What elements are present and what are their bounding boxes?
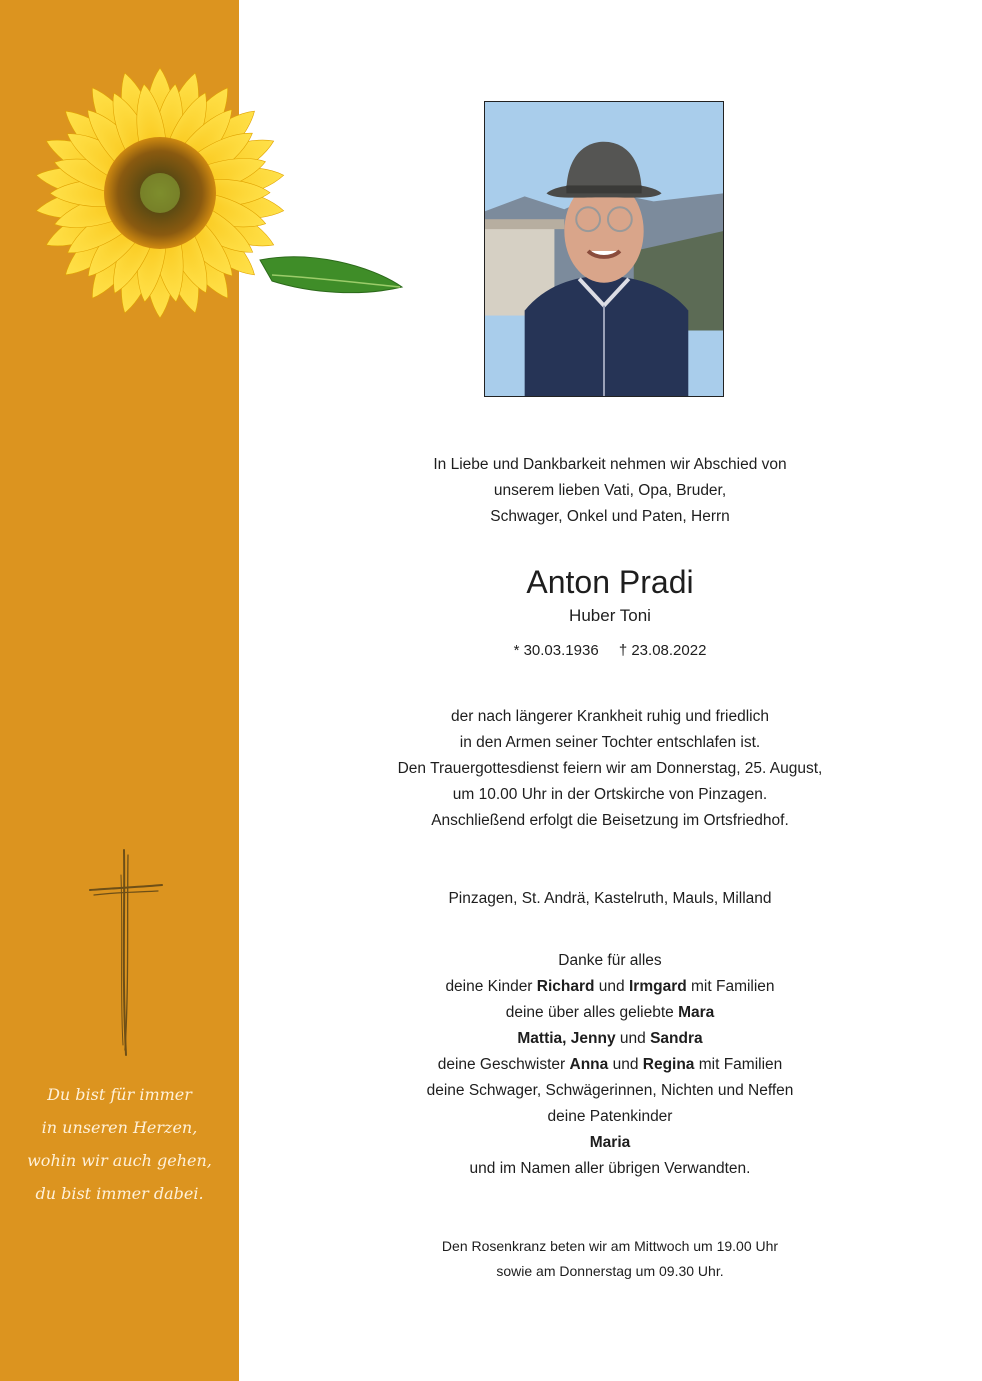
thanks-section xyxy=(340,948,880,1182)
rosary-line: Den Rosenkranz beten wir am Mittwoch um 19.00 Uhr xyxy=(441,1238,779,1254)
thanks-line: deine Geschwister Anna und Regina mit Familien xyxy=(437,1056,783,1073)
thanks-line: deine Schwager, Schwägerinnen, Nichten und Neffen xyxy=(426,1082,794,1099)
birth-date: * 30.03.1936 xyxy=(513,642,599,659)
announcement-line: in den Armen seiner Tochter entschlafen ist. xyxy=(459,734,761,751)
deceased-nickname: Huber Toni xyxy=(569,606,651,625)
announcement-text xyxy=(340,704,880,834)
portrait-photo xyxy=(484,101,724,397)
thanks-line: und im Namen aller übrigen Verwandten. xyxy=(469,1160,751,1177)
cross-icon xyxy=(80,845,170,1065)
intro-line: Schwager, Onkel und Paten, Herrn xyxy=(490,508,730,525)
announcement-line: Den Trauergottesdienst feiern wir am Donnerstag, 25. August, xyxy=(397,760,823,777)
intro-line: unserem lieben Vati, Opa, Bruder, xyxy=(493,482,727,499)
death-date: † 23.08.2022 xyxy=(618,642,707,659)
thanks-line: deine Patenkinder xyxy=(547,1108,673,1125)
sunflower-image xyxy=(10,35,410,395)
thanks-line: Danke für alles xyxy=(558,952,662,969)
thanks-line: deine über alles geliebte Mara xyxy=(505,1004,715,1021)
memorial-poem xyxy=(0,1078,239,1210)
announcement-line: der nach längerer Krankheit ruhig und friedlich xyxy=(451,708,769,725)
poem-line: wohin wir auch gehen, xyxy=(27,1151,212,1170)
poem-line: in unseren Herzen, xyxy=(41,1118,198,1137)
announcement-line: Anschließend erfolgt die Beisetzung im Ortsfriedhof. xyxy=(431,812,789,829)
deceased-name: Anton Pradi xyxy=(526,564,694,600)
rosary-info xyxy=(340,1234,880,1284)
thanks-line: Mattia, Jenny und Sandra xyxy=(517,1030,703,1047)
life-dates xyxy=(340,640,880,662)
thanks-line: Maria xyxy=(589,1134,631,1151)
intro-line: In Liebe und Dankbarkeit nehmen wir Abschied von xyxy=(433,456,787,473)
poem-line: du bist immer dabei. xyxy=(35,1184,204,1203)
thanks-line: deine Kinder Richard und Irmgard mit Familien xyxy=(445,978,775,995)
places-line: Pinzagen, St. Andrä, Kastelruth, Mauls, Milland xyxy=(448,890,772,907)
rosary-line: sowie am Donnerstag um 09.30 Uhr. xyxy=(496,1263,724,1279)
announcement-line: um 10.00 Uhr in der Ortskirche von Pinzagen. xyxy=(452,786,768,803)
poem-line: Du bist für immer xyxy=(47,1085,192,1104)
intro-text xyxy=(340,452,880,530)
